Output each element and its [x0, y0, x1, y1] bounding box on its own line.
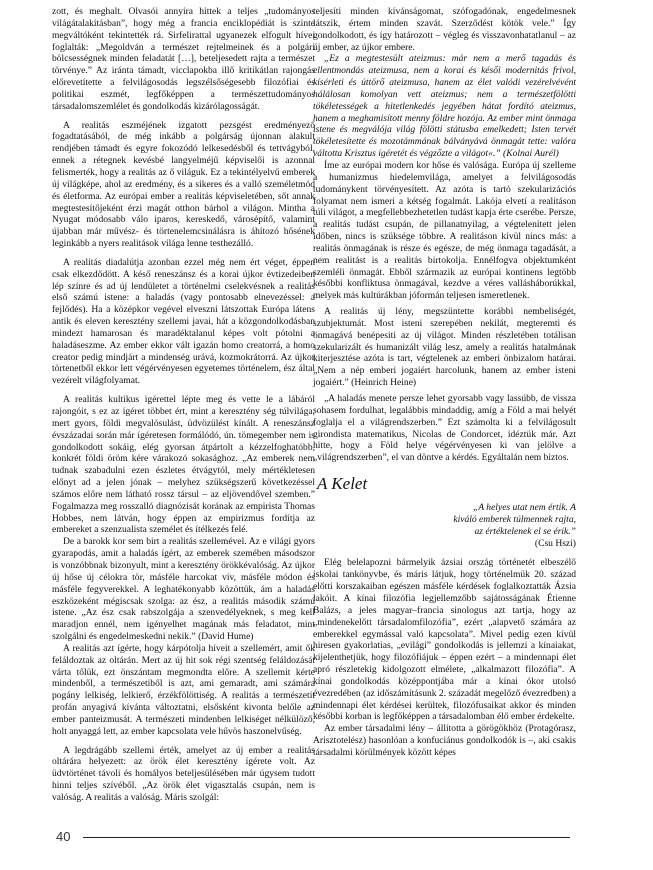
left-paragraph-5: De a barokk kor sem birt a realitás szellemével. Az e világi gyors gyarapodás, amit a haladás ígért, az emberek szemében másodszor is vonzóbbnak bizonyult, mint a keresztény örökkévalóság. Az újkor új hőse új célokra tör, másféle harcokat vív, másféle módon és másféle fegyverekkel. A leghatékonyabb közöttük, ám a haladás eszközeként mégiscsak szolga: az ész, a realitás második számú istene. „Az ész csak rabszolgája a szenvedélyeknek, s meg kell maradjon ennél, nem igényelhet magának más feladatot, mint szolgálni és engedelmeskedni nekik.” (David Hume): [52, 536, 315, 643]
left-paragraph-7: A legdrágább szellemi érték, amelyet az új ember a realitás oltárára helyezett: az örök élet keresztény ígérete volt. Az üdvtörténet távoli és homályos beteljesülésében már úgysem tudott hinni teljes szívéből. „Az örök élet vigasztalás csupán, nem is valóság. A realitás a valóság. Máris szolgál:: [52, 744, 315, 803]
right-paragraph-7: Az ember társadalmi lény – állította a görögökhöz (Protagórasz, Arisztotelész) hasonlóan a konfuciánus gondolkodók is –, aki csakis társadalmi körülmények között képes: [313, 723, 576, 758]
right-paragraph-3: Íme az európai modern kor hőse és valósága. Európa új szelleme a humanizmus hiedelemvilága, amelyet a felvilágosodás tudománykent törvényesített. Az azóta is tartó szekularizációs folyamat nem ismeri a kétség fogalmát. Lakója elvetí a realitáson túli világot, a megfellebbezhetetlen tudást kapja érte cserébe. Persze, a realitás tudást csupán, de pillanatnyilag, a végtelenített jelen időben, nincs is szüksége többre. A realitáson kívül nincs más: a realitás önmagának is része és egésze, de még önmaga tagadását, a nem realitást is a realitás birtokolja. Ennélfogva objektumként szemléli önmagát. Ebből származik az európai kontinens legtöbb későbbi konfliktusa önmagával, kezdve a véres vallásháborúkkal, melyek más kultúrákban jóformán teljesen ismeretlenek.: [313, 159, 576, 302]
epigraph-author: (Csu Hszi): [534, 537, 576, 549]
left-paragraph-6: A realitás azt ígérte, hogy kárpótolja híveit a szellemért, amit ők feláldoztak az oltárán. Mert az új hit sok régi szentség feláldozását várta tőlük, ezt önszántam megmondta előre. A szellemit kérte mindenből, a természetiből is azt, ami gemaradt, ami számára pogány lelkiség, lelkierő, érzékfölöttiség. A realitás a természetit profán anyagivá kívánta változtatni, elsősként kivonta belőle az ember panteizmusát. A természeti mindenben lelkiséget nélkülöző, holt anyaggá lett, az ember kapcsolata vele hűvös haszonelvűség.: [52, 642, 315, 737]
right-column: [313, 6, 576, 759]
right-quote-kolnai: „Ez a megtestesült ateizmus: már nem a merő tagadás és ellentmondás ateizmusa, nem a korai és késői modernitás frivol, kísérleti és úttörő ateizmusa, hanem az élet valódi vezérelvévént hálálosan komolyan vett ateizmus; nem a természetfölötti tökéletességek a hitetlenkedés jegyében hátat fordító ateizmus, hanem a meghamisított menny földre hozója. Az ember mint önmaga istene és megválója világ fölötti státusba emelkedett; Isten tervét tökéletesítette és mozotámmának bálványává önmagát tette: valóra váltotta Krisztus ígéretét és végzőzte a világot«.” (Kolnai Aurél): [313, 53, 576, 160]
footer-rule: [83, 837, 570, 838]
epigraph-line-2: kiváló emberek túlmennek rajta,: [453, 513, 576, 525]
left-paragraph-3: A realitás diadalútja azonban ezzel még nem ért véget, éppen csak elkezdődött. A késő reneszánsz és a korai újkor évtizedeiben lép színre és ad új lendületet a történelmi cselekvésnek a realitás első számú istene: a haladás (vagy pontosabb elnevezéssel: a fejlődés). Ha a középkor vegével elveszni látszottak Európa látens antik és eleven keresztény szellemi javai, hát a közgondolkodásban mindezt hamarosan és maradéktalanul képes volt pótolni a haladáseszme. Az ember ekkor vált igazán homo creatorrá, a homo creator pedig mindjárt a mindenség urává, kozmokrátorrá. Az újkor törtenetből ekkor lett végérvényesen egyetemes történelem, ész által vezérelt világfolyamat.: [52, 256, 315, 387]
left-paragraph-2: A realitás eszméjének izgatott pezsgést eredményező fogadtatásából, de még inkább a polgárság újonnan alakult rendjében támadt és egyre fokozódó lelkesedésből és tettvágyból, ennek a rétegnek kevésbé langyelméjű képviselői is azonnal felismerték, hogy a realitás az ő világuk. Ez a tekintélyelvű emberek új világképe, ahol az eredmény, és a sikeres és a valló személetmód és életforma. Az európai ember a realitás képviseletében, sőt annak megtestesítőjeként érzi magát otthon bárhol a világon. Mintha a Nyugat módosabb válo iparos, kereskedő, városépítő, valamint újabban már művész- és törtenelemcsinálásra is áhítozó hősének leginkább a nyers realitások világa lenne testhezálló.: [52, 119, 315, 250]
right-paragraph-5: „A haladás menete persze lehet gyorsabb vagy lassúbb, de vissza sohasem fordulhat, legalábbis mindaddig, amíg a Föld a mai helyét foglalja el a világrendszerben.” Ezt számolta ki a felvilágosult girondista matematikus, Nicolas de Condorcet, idéztük már. Azt hitte, hogy a Föld helye végérvényesen ki van jelölve a „világrendszerben”, el van döntve a kérdés. Egyáltalán nem biztos.: [313, 393, 576, 464]
section-heading: A Kelet: [317, 474, 368, 494]
right-paragraph-6: Elég belelapozni bármelyik ázsiai ország történetét elbeszélő iskolai tankönyvbe, és máris látjuk, hogy történelmük 20. század előtti korszakaiban egészen másféle kérdések foglalkoztatták Ázsia lakóit. A kínai filozófia legjellemzőbb sajátosságának Étienne Balázs, a jeles magyar–francia sinologus azt tartja, hogy az „mindenekelőtt társadalomfilozófia”, ezért „alapvető számára az emberekkel egymással való kapcsolata”. Mivel pedig ezen kívül hiresen gyakorlatias, „evilági” gondolkodás is jellemzi a kínaiakat, kijelenthetjük, hogy filozófiájuk – éppen ezért – a mindennapi élet apró részletekig kidolgozott elmélete, „alkalmazott filozófia”. A kínai gondolkodás középpontjába már a kínai ókor utolsó évezredében (az időszámításunk 2. századát megelőző évezredben) a mindennapi élet kérdései kerültek, filozófusaikat akkor és minden későbbi korban is legfőképpen a társadalomban élő ember érdekelte.: [313, 557, 576, 723]
page-number: 40: [56, 829, 71, 844]
left-column: [52, 6, 315, 804]
epigraph-line-3: az értéktelenek el se érik.”: [474, 525, 576, 537]
left-paragraph-4: A realitás kultikus igérettel lépte meg és vette le a lábáról rajongóit, s ez az ígéret többet ért, mint a keresztény ség túlvilága, mert gyors, földi megvalósulást, üdvözülést kínált. A reneszánsz évszázadai során már ígéretesen formálódó, ún. tömegember nem is gondolkodott sokáig, elég gyorsan átpártolt a kézzelfoghatóbb, konkrét földi öröm kére várakozó sokasághoz. „Az emberek nem tudnak szabadulni ezen észletes étvágytól, mely mértékletesen előnyt ad a jelen jónak – melyhez szükségszerű következéssel számos előre nem látható rossz társul – az eljövendővel szemben.” Fogalmazza meg rosszalló diagnózisát korának az empirista Thomas Hobbes, nem látván, hogy éppen az empirizmus fordítja az embereket a szenzualista személet és ítélkezés felé.: [52, 394, 315, 536]
epigraph-line-1: „A helyes utat nem értik. A: [472, 502, 576, 514]
epigraph: [313, 502, 576, 549]
left-paragraph-1: zott, és meghalt. Olvasói annyira hittek a teljes „tudományos világátalakításban”, hogy még a francia enciklopédiát is szinte megváltóként tekintették rá. Sirfelirattal ugyanezek elfogult hívei foglalták: „Megoldván a természet rejtelmeinek és a polgári bölcsességnek minden feladatát […], beteljesedett rajta a természet törvénye.” Az iránta támadt, vicclapokba illő kritikátlan rajongás előrevetítette a felvilágosodás legszélsőségesebb filozófiai és politikai eszmét, legfőképpen a természettudományos társadalomszemlélet és gondolkodás kizárólagosságát.: [52, 6, 315, 112]
right-paragraph-4: A realitás új lény, megszüntette korábbi nembeliségét, szubjektumát. Most isteni szerepében nekilát, megteremti és önmagává benépesíti az új világot. Minden részletében totálisan szekularizált és humanizált világ lesz, amely a realitás hatalmának kiterjesztése azóta is tart, végtelenek az emberi önbizalom határai. „Nem a nép emberi jogaiért harcolunk, hanem az ember isteni jogaiért.” (Heinrich Heine): [313, 306, 576, 389]
right-paragraph-1: teljesíti minden kívánságomat, szófogadónak, engedelmesnek látszik, értem minden szavát. Szerződést kötök vele.” Így gondolkodott, és így határozott – végleg és visszavonhatatlanul – az új ember, az újkor embere.: [313, 6, 576, 53]
